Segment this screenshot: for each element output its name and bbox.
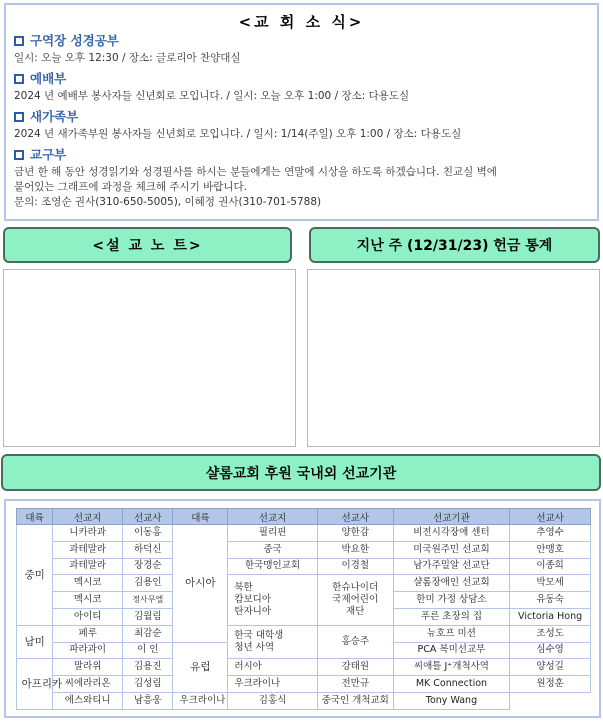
section-heading: 구역장 성경공부: [30, 33, 119, 48]
missionary-cell: 최감순: [123, 625, 173, 642]
missionary-cell: 정사무엘: [123, 592, 173, 609]
table-row: [17, 659, 591, 676]
section-heading: 예배부: [30, 71, 67, 86]
missionary-cell: 조성도: [510, 625, 591, 642]
missionary-cell: 원정훈: [510, 676, 591, 693]
section-body-line: 붙어있는 그래프에 과정을 체크해 주시기 바랍니다.: [14, 181, 248, 193]
place-cell-multiline: [228, 575, 317, 625]
missionary-cell: 김월림: [123, 608, 173, 625]
place-cell: 니카라과: [53, 525, 123, 542]
missionary-cell: 김성림: [123, 676, 173, 693]
place-cell: 과테말라: [53, 541, 123, 558]
missionary-cell-multiline: [317, 575, 393, 625]
region-cell: 중미: [17, 525, 53, 626]
missionary-cell: 홍승주: [317, 625, 393, 659]
missionary-cell: 강태원: [317, 659, 393, 676]
missionary-cell: Victoria Hong: [510, 608, 591, 625]
header-cell: 대륙: [173, 509, 228, 525]
table-row: [17, 541, 591, 558]
table-row: [17, 575, 591, 592]
church-news-box: [4, 3, 599, 221]
sermon-notes-area[interactable]: [3, 269, 296, 447]
section-body: 일시: 오늘 오후 12:30 / 장소: 글로리아 찬양대실: [14, 52, 241, 64]
org-cell: 남가주밀알 선교단: [393, 558, 509, 575]
org-cell: PCA 복미선교부: [393, 642, 509, 659]
place-cell: 멕시코: [53, 575, 123, 592]
table-row: [17, 525, 591, 542]
offering-stats-header: 지난 주 (12/31/23) 헌금 통계: [309, 227, 600, 263]
news-section-parish: [14, 147, 589, 210]
place-text: 한국 대학생 청년 사역: [234, 630, 284, 654]
table-row: [17, 676, 591, 693]
org-cell: 푸른 초장의 집: [393, 608, 509, 625]
missionary-cell: 하덕신: [123, 541, 173, 558]
table-row: [17, 625, 591, 642]
header-cell: 선교사: [510, 509, 591, 525]
sermon-notes-header: <설 교 노 트>: [3, 227, 292, 263]
missionary-cell: 전만규: [317, 676, 393, 693]
header-cell: 선교지: [53, 509, 123, 525]
checkbox-square-icon: [14, 74, 24, 84]
region-cell: 아시아: [173, 525, 228, 643]
missionary-cell: 이경철: [317, 558, 393, 575]
org-cell: 샬롬장애인 선교회: [393, 575, 509, 592]
place-text: 북한 캄보디아 탄자니아: [234, 582, 272, 618]
missionary-cell: 추영수: [510, 525, 591, 542]
place-cell: 중국: [228, 541, 317, 558]
missionary-text: 한슈나이더 국제어린이 재단: [332, 582, 379, 618]
missionary-cell: 김홍식: [228, 692, 317, 709]
org-cell: 씨애틀 J⁺개척사역: [393, 659, 509, 676]
place-cell-multiline: [228, 625, 317, 659]
missionary-cell: 박요한: [317, 541, 393, 558]
section-body: 2024 년 예배부 봉사자들 신년회로 모입니다. / 일시: 오늘 오후 1:00 / 장소: 다용도실: [14, 90, 410, 102]
missionary-cell: 김용인: [123, 575, 173, 592]
place-cell: 말라위: [53, 659, 123, 676]
section-body-line: 문의: 조영순 권사(310-650-5005), 이혜정 권사(310-701-5788): [14, 196, 322, 208]
header-cell: 선교사: [123, 509, 173, 525]
checkbox-square-icon: [14, 36, 24, 46]
place-cell: 우크라이나: [228, 676, 317, 693]
region-cell: 유럽: [173, 642, 228, 692]
org-cell: 뉴호프 미션: [393, 625, 509, 642]
section-heading: 새가족부: [30, 109, 79, 124]
header-cell: 선교기관: [393, 509, 509, 525]
header-cell: 대륙: [17, 509, 53, 525]
place-cell: 아이티: [53, 608, 123, 625]
place-cell: 우크라이나: [173, 692, 228, 709]
place-cell: 멕시코: [53, 592, 123, 609]
place-cell: 파라과이: [53, 642, 123, 659]
checkbox-square-icon: [14, 150, 24, 160]
place-cell: 러시아: [228, 659, 317, 676]
missions-header: 샬롬교회 후원 국내외 선교기관: [1, 454, 601, 491]
missionary-cell: 장경순: [123, 558, 173, 575]
org-cell: 중국인 개척교회: [317, 692, 393, 709]
region-cell: [17, 659, 63, 709]
place-cell: 페루: [53, 625, 123, 642]
place-cell: 씨에라리온: [53, 676, 123, 693]
missionary-cell: 양한감: [317, 525, 393, 542]
section-body: 2024 년 새가족부원 봉사자들 신년회로 모입니다. / 일시: 1/14(주일) 오후 1:00 / 장소: 다용도실: [14, 128, 462, 140]
table-row: [17, 558, 591, 575]
table-row: [17, 692, 591, 709]
news-section-district: [14, 33, 589, 66]
missionary-cell: 양성길: [510, 659, 591, 676]
org-cell: 비전시각장애 센터: [393, 525, 509, 542]
missionary-cell: 유동숙: [510, 592, 591, 609]
header-cell: 선교사: [317, 509, 393, 525]
missionary-cell: 박모세: [510, 575, 591, 592]
missionary-cell: Tony Wang: [393, 692, 509, 709]
church-news-title: <교 회 소 식>: [238, 13, 365, 31]
org-cell: 한미 가정 상담소: [393, 592, 509, 609]
offering-stats-area: [307, 269, 600, 447]
news-section-newcomers: [14, 109, 589, 142]
section-body-line: 금년 한 해 동안 성경읽기와 성경필사를 하시는 분들에게는 연말에 시상을 하도록 하겠습니다. 친교실 벽에: [14, 166, 497, 178]
table-header-row: [17, 509, 591, 525]
missionary-cell: 이종희: [510, 558, 591, 575]
header-cell: 선교지: [228, 509, 317, 525]
missionary-cell: 김용진: [123, 659, 173, 676]
missionary-cell: 이 인: [123, 642, 173, 659]
missionary-cell: 남흥웅: [123, 692, 173, 709]
checkbox-square-icon: [14, 112, 24, 122]
missionary-cell: 심수영: [510, 642, 591, 659]
region-text: 아프리카: [21, 678, 63, 691]
place-cell: 필리핀: [228, 525, 317, 542]
place-cell: 에스와티니: [53, 692, 123, 709]
region-cell: 남미: [17, 625, 53, 659]
org-cell: 미국원주민 선교회: [393, 541, 509, 558]
missionary-cell: 이동홍: [123, 525, 173, 542]
missions-table: [16, 508, 591, 710]
org-cell: MK Connection: [393, 676, 509, 693]
place-cell: 한국맹인교회: [228, 558, 317, 575]
place-cell: 과테말라: [53, 558, 123, 575]
missions-box: [4, 499, 601, 718]
missionary-cell: 안맹호: [510, 541, 591, 558]
news-section-worship: [14, 71, 589, 104]
section-heading: 교구부: [30, 147, 67, 162]
